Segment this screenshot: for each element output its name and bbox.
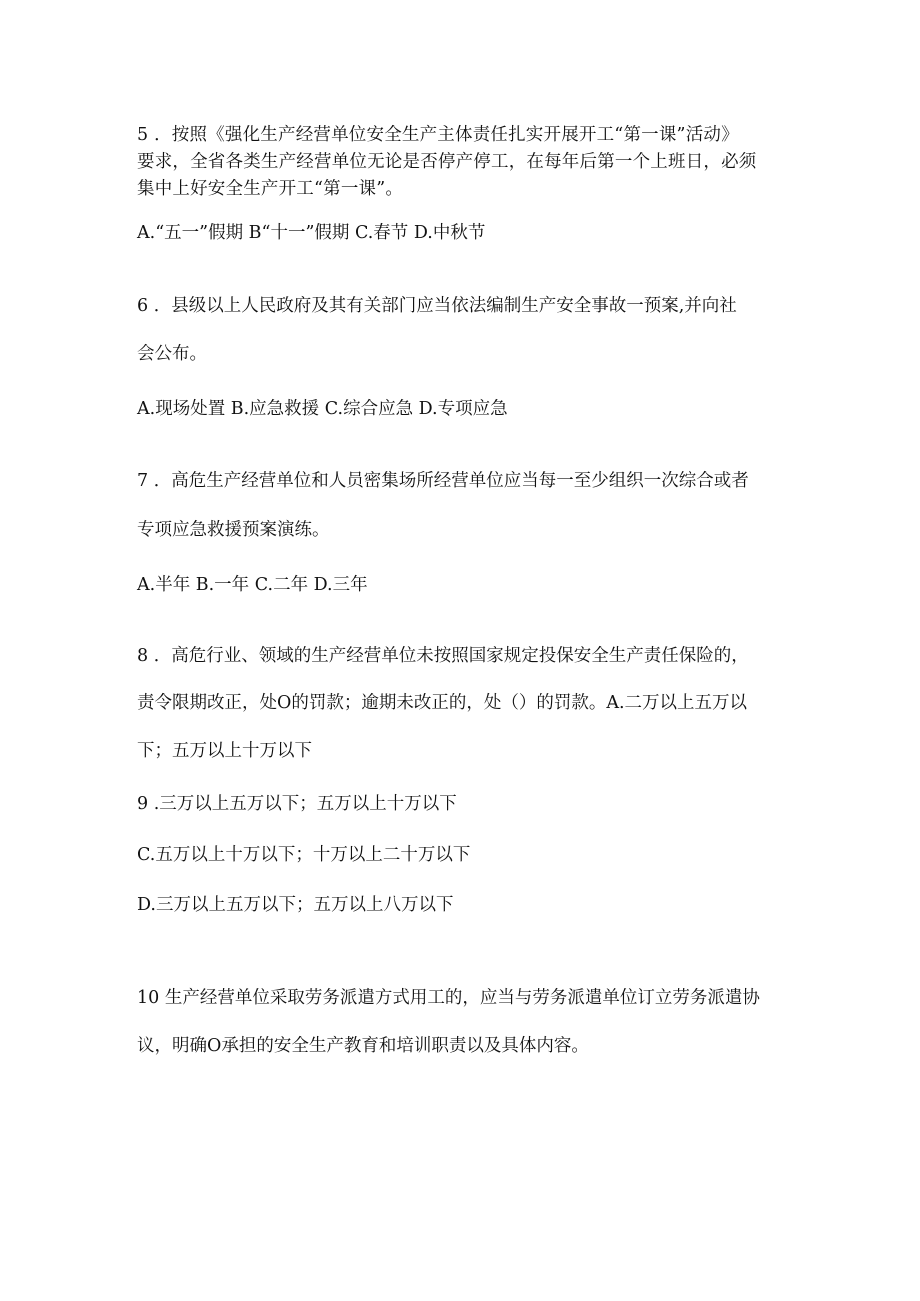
question-5-options: A.“五一”假期 B“十一”假期 C.春节 D.中秋节 [137, 223, 486, 243]
question-7-line-2: 专项应急救援预案演练。 [137, 520, 330, 540]
question-8-line-3: 下；五万以上十万以下 [137, 741, 312, 761]
question-5-line-3: 集中上好安全生产开工“第一课”。 [137, 179, 404, 199]
question-8-option-d: D.三万以上五万以下；五万以上八万以下 [137, 895, 454, 915]
question-7-options: A.半年 B.一年 C.二年 D.三年 [137, 575, 368, 595]
question-10-line-1: 10 生产经营单位采取劳务派遣方式用工的，应当与劳务派遣单位订立劳务派遣协 [137, 988, 760, 1008]
question-6-line-2: 会公布。 [137, 344, 207, 364]
question-5-line-1: 5 ．按照《强化生产经营单位安全生产主体责任扎实开展开工“第一课”活动》 [137, 125, 739, 145]
question-8-line-2: 责令限期改正，处O的罚款；逾期未改正的，处（）的罚款。A.二万以上五万以 [137, 693, 748, 713]
question-7-line-1: 7 ．高危生产经营单位和人员密集场所经营单位应当每一至少组织一次综合或者 [137, 471, 749, 491]
question-8-line-1: 8 ．高危行业、领域的生产经营单位未按照国家规定投保安全生产责任保险的， [137, 646, 749, 666]
question-10-line-2: 议，明确O承担的安全生产教育和培训职责以及具体内容。 [137, 1036, 589, 1056]
question-5-line-2: 要求，全省各类生产经营单位无论是否停产停工，在每年后第一个上班日，必须 [137, 152, 757, 172]
question-6-options: A.现场处置 B.应急救援 C.综合应急 D.专项应急 [137, 399, 508, 419]
question-6-line-1: 6 ．县级以上人民政府及其有关部门应当依法编制生产安全事故一预案,并向社 [137, 296, 737, 316]
question-8-option-b: 9 .三万以上五万以下；五万以上十万以下 [137, 794, 457, 814]
question-8-option-c: C.五万以上十万以下；十万以上二十万以下 [137, 845, 471, 865]
